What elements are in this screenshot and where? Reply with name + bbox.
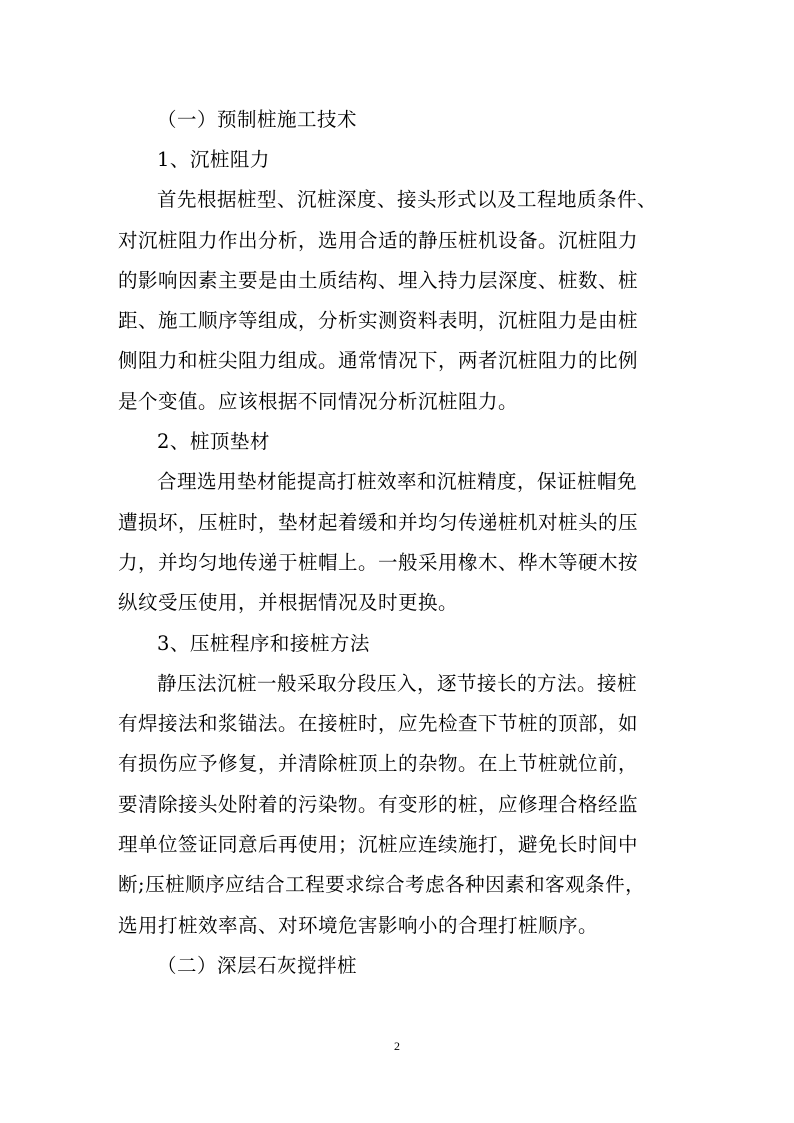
paragraph-line: 是个变值。应该根据不同情况分析沉桩阻力。 [118, 390, 519, 413]
paragraph-line: 侧阻力和桩尖阻力组成。通常情况下，两者沉桩阻力的比例 [118, 349, 639, 372]
subheading-pile-resistance: 1、沉桩阻力 [157, 148, 270, 171]
paragraph-line: 合理选用垫材能提高打桩效率和沉桩精度，保证桩帽免 [157, 470, 638, 493]
paragraph-line: 的影响因素主要是由土质结构、埋入持力层深度、桩数、桩 [118, 269, 639, 292]
paragraph-line: 遭损坏，压桩时，垫材起着缓和并均匀传递桩机对桩头的压 [118, 511, 639, 534]
paragraph-line: 有损伤应予修复，并清除桩顶上的杂物。在上节桩就位前， [118, 752, 639, 775]
paragraph-line: 静压法沉桩一般采取分段压入，逐节接长的方法。接桩 [157, 672, 638, 695]
paragraph-line: 选用打桩效率高、对环境危害影响小的合理打桩顺序。 [118, 914, 599, 937]
paragraph-line: 距、施工顺序等组成，分析实测资料表明，沉桩阻力是由桩 [118, 309, 639, 332]
paragraph-line: 纵纹受压使用，并根据情况及时更换。 [118, 591, 459, 614]
page-number: 2 [394, 1039, 400, 1053]
subheading-pile-cushion: 2、桩顶垫材 [157, 430, 270, 453]
paragraph-line: 断;压桩顺序应结合工程要求综合考虑各种因素和客观条件， [118, 873, 646, 896]
paragraph-line: 首先根据桩型、沉桩深度、接头形式以及工程地质条件、 [157, 188, 658, 211]
section-heading-lime-mixing-pile: （二）深层石灰搅拌桩 [157, 954, 358, 977]
paragraph-line: 力，并均匀地传递于桩帽上。一般采用橡木、桦木等硬木按 [118, 551, 639, 574]
paragraph-line: 对沉桩阻力作出分析，选用合适的静压桩机设备。沉桩阻力 [118, 229, 639, 252]
paragraph-line: 要清除接头处附着的污染物。有变形的桩，应修理合格经监 [118, 793, 639, 816]
subheading-pressing-procedure: 3、压桩程序和接桩方法 [157, 632, 370, 655]
section-heading-precast-pile: （一）预制桩施工技术 [157, 108, 358, 131]
paragraph-line: 有焊接法和浆锚法。在接桩时，应先检查下节桩的顶部，如 [118, 712, 639, 735]
paragraph-line: 理单位签证同意后再使用；沉桩应连续施打，避免长时间中 [118, 833, 639, 856]
